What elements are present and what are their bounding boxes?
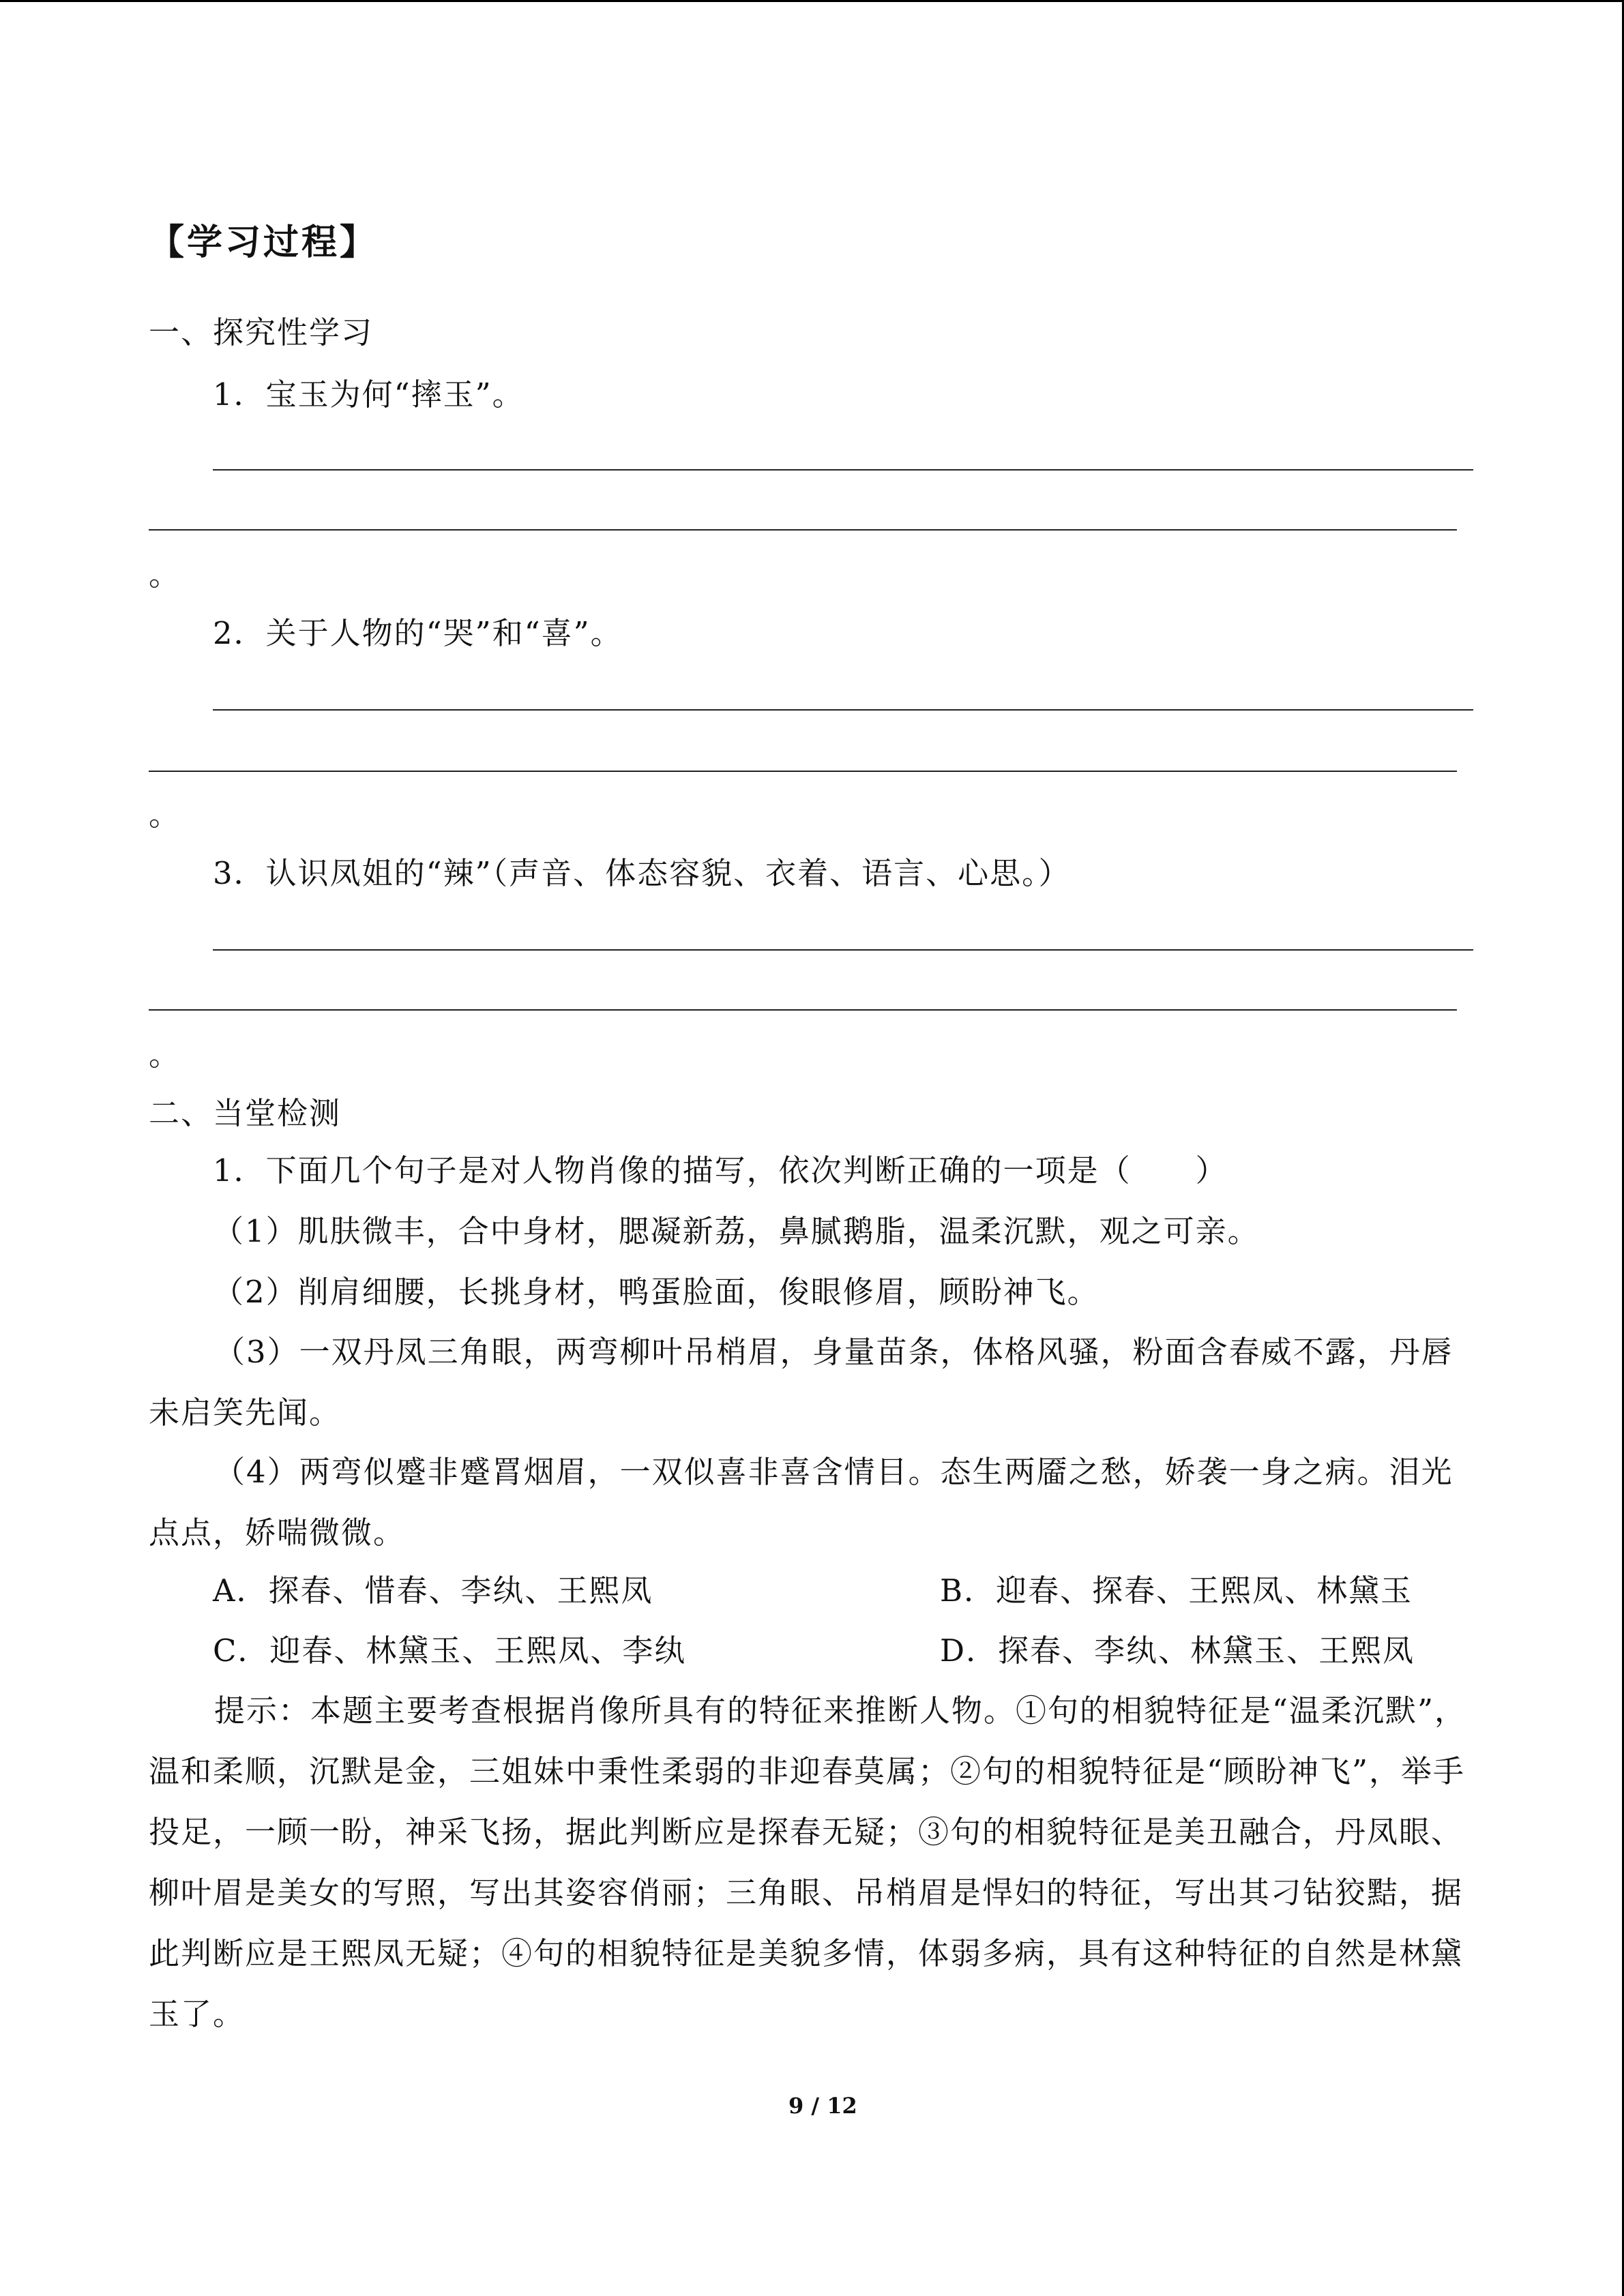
section2-heading: 二、当堂检测 [149, 1095, 342, 1131]
end-mark: 。 [149, 556, 181, 593]
sentence-4-text: （4）两弯似蹙非蹙罥烟眉，一双似喜非喜含情目。态生两靥之愁，娇袭一身之病。泪光点点，娇喘微微。 [149, 1454, 1453, 1551]
question-3: 3．认识凤姐的“辣”（声音、体态容貌、衣着、语言、心思。） [213, 855, 1071, 891]
sentence-3-text: （3）一双丹凤三角眼，两弯柳叶吊梢眉，身量苗条，体格风骚，粉面含春威不露，丹唇未启笑先闻。 [149, 1334, 1453, 1431]
answer-line[interactable] [213, 469, 1473, 471]
answer-line[interactable] [149, 529, 1457, 531]
page-border-top [0, 0, 1624, 2]
question-2: 2．关于人物的“哭”和“喜”。 [213, 615, 623, 651]
sentence-2: （2）削肩细腰，长挑身材，鸭蛋脸面，俊眼修眉，顾盼神飞。 [213, 1274, 1099, 1310]
section-title: 【学习过程】 [149, 222, 379, 263]
sentence-4 [149, 1442, 1473, 1563]
sentence-1: （1）肌肤微丰，合中身材，腮凝新荔，鼻腻鹅脂，温柔沉默，观之可亲。 [213, 1213, 1260, 1249]
hint-paragraph [149, 1680, 1473, 2044]
answer-line[interactable] [149, 771, 1457, 772]
answer-line[interactable] [213, 949, 1473, 951]
option-d: D．探春、李纨、林黛玉、王熙凤 [940, 1632, 1415, 1669]
section1-heading: 一、探究性学习 [149, 314, 374, 351]
end-mark: 。 [149, 1037, 181, 1073]
option-c: C．迎春、林黛玉、王熙凤、李纨 [213, 1632, 687, 1669]
option-a: A．探春、惜春、李纨、王熙凤 [213, 1572, 653, 1609]
page-number: 9 / 12 [788, 2093, 857, 2119]
hint-text: 提示：本题主要考查根据肖像所具有的特征来推断人物。①句的相貌特征是“温柔沉默”，温和柔顺，沉默是金，三姐妹中秉性柔弱的非迎春莫属；②句的相貌特征是“顾盼神飞”，举手投足，一顾一盼，神采飞扬，据此判断应是探春无疑；③句的相貌特征是美丑融合，丹凤眼、柳叶眉是美女的写照，写出其姿容俏丽；三角眼、吊梢眉是悍妇的特征，写出其刁钻狡黠，据此判断应是王熙凤无疑；④句的相貌特征是美貌多情，体弱多病，具有这种特征的自然是林黛玉了。 [149, 1693, 1467, 2032]
check-question: 1．下面几个句子是对人物肖像的描写，依次判断正确的一项是（ ） [213, 1152, 1228, 1189]
answer-line[interactable] [213, 709, 1473, 711]
answer-line[interactable] [149, 1009, 1457, 1011]
option-b: B．迎春、探春、王熙凤、林黛玉 [940, 1572, 1413, 1609]
end-mark: 。 [149, 796, 181, 833]
sentence-3 [149, 1322, 1473, 1443]
question-1: 1．宝玉为何“摔玉”。 [213, 376, 525, 413]
